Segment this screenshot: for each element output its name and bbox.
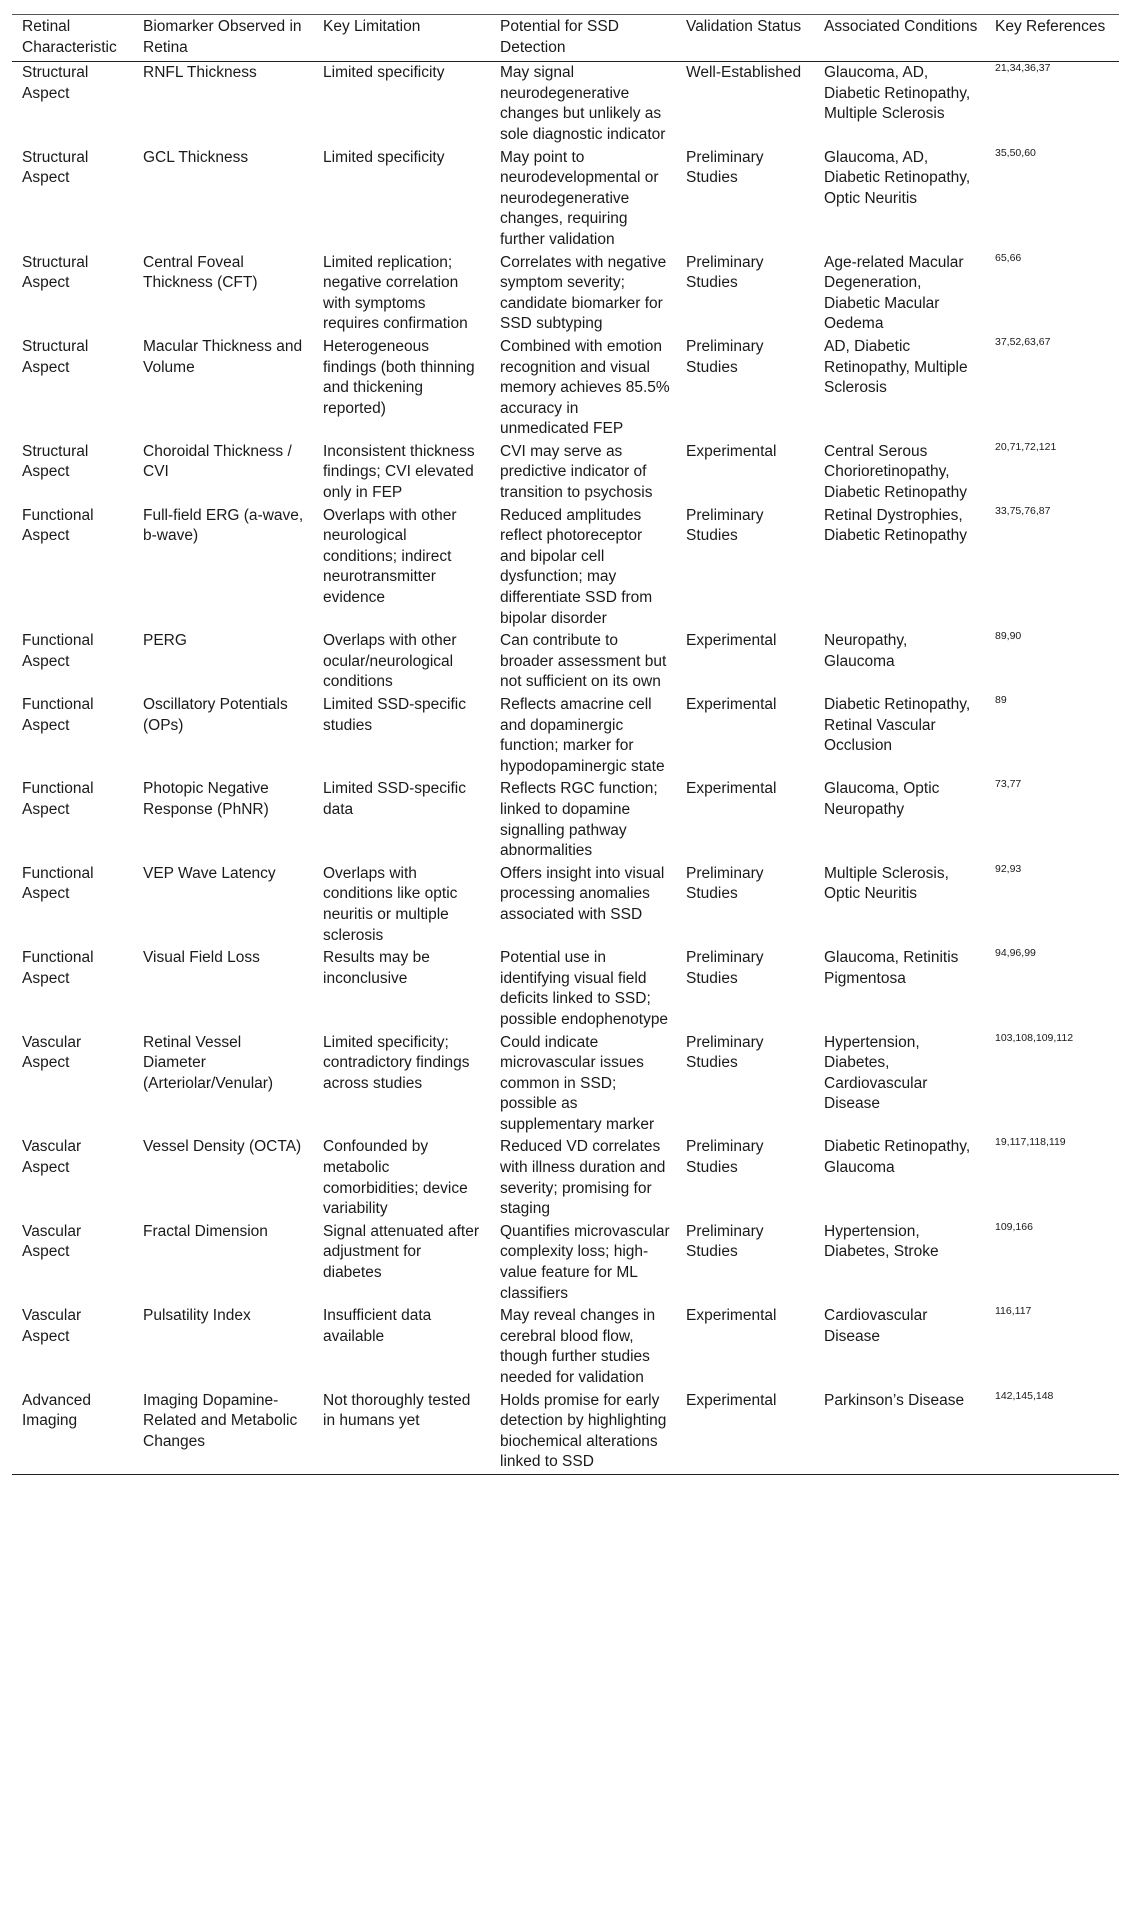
table-row xyxy=(12,630,1119,694)
cell-biomarker: Visual Field Loss xyxy=(143,949,260,967)
cell-validation-status: Experimental xyxy=(686,442,777,460)
cell-key-limitation: Results may be inconclusive xyxy=(323,949,430,987)
cell-ssd-potential: Reduced amplitudes reflect photoreceptor and bipolar cell dysfunction; may differentiate SSD from bipolar disorder xyxy=(500,506,653,627)
cell-key-limitation: Overlaps with other neurological conditions; indirect neurotransmitter evidence xyxy=(323,506,457,607)
cell-key-references xyxy=(985,1305,1119,1389)
cell-associated-conditions: Diabetic Retinopathy, Glaucoma xyxy=(824,1138,971,1177)
header-key-limitation: Key Limitation xyxy=(323,18,421,35)
table-container xyxy=(12,14,1119,1475)
cell-key-limitation: Inconsistent thickness findings; CVI elevated only in FEP xyxy=(323,442,475,502)
cell-validation-status: Preliminary Studies xyxy=(686,253,764,292)
cell-retinal-characteristic: Vascular Aspect xyxy=(22,1033,82,1072)
cell-key-limitation: Not thoroughly tested in humans yet xyxy=(323,1391,471,1430)
table-row xyxy=(12,505,1119,631)
cell-associated-conditions: Hypertension, Diabetes, Cardiovascular Disease xyxy=(824,1033,928,1113)
reference-superscript: 65,66 xyxy=(995,251,1022,264)
cell-validation-status: Preliminary Studies xyxy=(686,1222,764,1261)
cell-key-references xyxy=(985,1032,1119,1137)
cell-key-references xyxy=(985,863,1119,947)
header-retinal-characteristic: Retinal Characteristic xyxy=(22,18,117,56)
cell-ssd-potential: Offers insight into visual processing anomalies associated with SSD xyxy=(500,864,665,923)
cell-key-references xyxy=(985,147,1119,252)
cell-retinal-characteristic: Structural Aspect xyxy=(22,253,89,292)
cell-retinal-characteristic: Vascular Aspect xyxy=(22,1307,82,1345)
reference-superscript: 21,34,36,37 xyxy=(995,62,1051,75)
table-row xyxy=(12,1136,1119,1220)
cell-retinal-characteristic: Structural Aspect xyxy=(22,148,89,187)
cell-biomarker: Choroidal Thickness / CVI xyxy=(143,442,292,481)
cell-retinal-characteristic: Functional Aspect xyxy=(22,506,94,545)
cell-ssd-potential: Correlates with negative symptom severity; candidate biomarker for SSD subtyping xyxy=(500,253,667,333)
cell-key-references xyxy=(985,630,1119,694)
table-row xyxy=(12,252,1119,336)
cell-key-limitation: Overlaps with other ocular/neurological conditions xyxy=(323,632,457,691)
reference-superscript: 37,52,63,67 xyxy=(995,335,1051,348)
cell-key-references xyxy=(985,778,1119,862)
cell-ssd-potential: Reflects RGC function; linked to dopamine signalling pathway abnormalities xyxy=(500,780,658,860)
cell-key-references xyxy=(985,252,1119,336)
cell-key-references xyxy=(985,1221,1119,1305)
cell-ssd-potential: Reduced VD correlates with illness duration and severity; promising for staging xyxy=(500,1138,666,1218)
reference-superscript: 20,71,72,121 xyxy=(995,440,1057,453)
reference-superscript: 142,145,148 xyxy=(995,1389,1054,1402)
cell-key-limitation: Signal attenuated after adjustment for diabetes xyxy=(323,1222,479,1282)
reference-superscript: 92,93 xyxy=(995,862,1022,875)
cell-associated-conditions: Glaucoma, Optic Neuropathy xyxy=(824,780,940,818)
table-row xyxy=(12,1390,1119,1475)
cell-validation-status: Preliminary Studies xyxy=(686,1033,764,1072)
cell-validation-status: Experimental xyxy=(686,1391,777,1409)
table-body xyxy=(12,62,1119,1475)
cell-ssd-potential: May point to neurodevelopmental or neurodegenerative changes, requiring further validation xyxy=(500,148,659,248)
header-biomarker: Biomarker Observed in Retina xyxy=(143,18,302,56)
cell-biomarker: VEP Wave Latency xyxy=(143,864,276,882)
cell-retinal-characteristic: Functional Aspect xyxy=(22,949,94,987)
cell-key-limitation: Limited specificity xyxy=(323,148,445,166)
cell-biomarker: GCL Thickness xyxy=(143,148,249,166)
reference-superscript: 109,166 xyxy=(995,1220,1033,1233)
cell-key-limitation: Confounded by metabolic comorbidities; device variability xyxy=(323,1138,468,1218)
cell-validation-status: Preliminary Studies xyxy=(686,506,764,545)
cell-biomarker: Fractal Dimension xyxy=(143,1222,268,1240)
reference-superscript: 89 xyxy=(995,694,1007,706)
reference-superscript: 73,77 xyxy=(995,778,1022,791)
cell-ssd-potential: May signal neurodegenerative changes but unlikely as sole diagnostic indicator xyxy=(500,64,666,143)
cell-retinal-characteristic: Functional Aspect xyxy=(22,696,94,734)
cell-ssd-potential: May reveal changes in cerebral blood flow, though further studies needed for validation xyxy=(500,1307,656,1386)
cell-biomarker: Macular Thickness and Volume xyxy=(143,337,303,376)
cell-key-limitation: Limited specificity xyxy=(323,64,445,82)
cell-ssd-potential: CVI may serve as predictive indicator of transition to psychosis xyxy=(500,442,653,502)
cell-retinal-characteristic: Functional Aspect xyxy=(22,632,94,670)
cell-associated-conditions: Glaucoma, AD, Diabetic Retinopathy, Multiple Sclerosis xyxy=(824,64,971,123)
table-row xyxy=(12,1305,1119,1389)
header-row xyxy=(12,15,1119,62)
header-validation-status: Validation Status xyxy=(686,18,802,35)
header-associated-conditions: Associated Conditions xyxy=(824,18,978,35)
cell-validation-status: Preliminary Studies xyxy=(686,949,764,987)
cell-associated-conditions: AD, Diabetic Retinopathy, Multiple Sclerosis xyxy=(824,337,968,397)
cell-validation-status: Well-Established xyxy=(686,64,802,82)
cell-key-limitation: Heterogeneous findings (both thinning and thickening reported) xyxy=(323,337,475,417)
table-row xyxy=(12,336,1119,441)
table-row xyxy=(12,1032,1119,1137)
cell-associated-conditions: Cardiovascular Disease xyxy=(824,1307,928,1345)
cell-validation-status: Experimental xyxy=(686,632,777,650)
table-row xyxy=(12,778,1119,862)
table-row xyxy=(12,62,1119,147)
cell-biomarker: Retinal Vessel Diameter (Arteriolar/Venular) xyxy=(143,1033,274,1092)
reference-superscript: 19,117,118,119 xyxy=(995,1136,1066,1149)
reference-superscript: 35,50,60 xyxy=(995,146,1036,159)
cell-associated-conditions: Glaucoma, Retinitis Pigmentosa xyxy=(824,949,959,987)
cell-key-limitation: Limited specificity; contradictory findings across studies xyxy=(323,1033,470,1092)
cell-key-references xyxy=(985,1136,1119,1220)
cell-ssd-potential: Quantifies microvascular complexity loss; high-value feature for ML classifiers xyxy=(500,1222,670,1302)
cell-biomarker: Oscillatory Potentials (OPs) xyxy=(143,696,288,734)
cell-associated-conditions: Central Serous Chorioretinopathy, Diabetic Retinopathy xyxy=(824,442,968,502)
table-row xyxy=(12,1221,1119,1305)
cell-key-references xyxy=(985,441,1119,505)
cell-associated-conditions: Diabetic Retinopathy, Retinal Vascular Occlusion xyxy=(824,696,971,755)
cell-retinal-characteristic: Structural Aspect xyxy=(22,337,89,376)
cell-associated-conditions: Multiple Sclerosis, Optic Neuritis xyxy=(824,864,949,903)
header-ssd-potential: Potential for SSD Detection xyxy=(500,18,619,56)
cell-key-references xyxy=(985,336,1119,441)
cell-retinal-characteristic: Advanced Imaging xyxy=(22,1391,91,1430)
table-header xyxy=(12,15,1119,62)
cell-ssd-potential: Reflects amacrine cell and dopaminergic function; marker for hypodopaminergic state xyxy=(500,696,665,775)
cell-key-limitation: Limited SSD-specific data xyxy=(323,780,466,818)
cell-retinal-characteristic: Functional Aspect xyxy=(22,780,94,818)
cell-validation-status: Experimental xyxy=(686,780,777,798)
cell-associated-conditions: Neuropathy, Glaucoma xyxy=(824,632,908,670)
cell-associated-conditions: Age-related Macular Degeneration, Diabetic Macular Oedema xyxy=(824,253,964,333)
cell-key-references xyxy=(985,947,1119,1031)
header-key-references: Key References xyxy=(995,18,1106,35)
cell-key-references xyxy=(985,694,1119,778)
cell-associated-conditions: Hypertension, Diabetes, Stroke xyxy=(824,1222,939,1261)
cell-ssd-potential: Can contribute to broader assessment but not sufficient on its own xyxy=(500,632,667,691)
cell-retinal-characteristic: Structural Aspect xyxy=(22,64,89,102)
cell-associated-conditions: Parkinson’s Disease xyxy=(824,1391,965,1409)
cell-validation-status: Preliminary Studies xyxy=(686,148,764,187)
cell-biomarker: Imaging Dopamine-Related and Metabolic Changes xyxy=(143,1391,298,1450)
cell-key-references xyxy=(985,505,1119,631)
table-row xyxy=(12,947,1119,1031)
cell-retinal-characteristic: Vascular Aspect xyxy=(22,1222,82,1261)
cell-biomarker: PERG xyxy=(143,632,187,650)
table-row xyxy=(12,694,1119,778)
reference-superscript: 89,90 xyxy=(995,630,1022,643)
reference-superscript: 33,75,76,87 xyxy=(995,504,1051,517)
cell-biomarker: Photopic Negative Response (PhNR) xyxy=(143,780,269,818)
cell-biomarker: Full-field ERG (a-wave, b-wave) xyxy=(143,506,304,545)
cell-key-limitation: Insufficient data available xyxy=(323,1307,432,1345)
reference-superscript: 103,108,109,112 xyxy=(995,1031,1074,1044)
cell-biomarker: Vessel Density (OCTA) xyxy=(143,1138,302,1156)
cell-ssd-potential: Potential use in identifying visual field deficits linked to SSD; possible endophenotype xyxy=(500,949,669,1028)
cell-validation-status: Preliminary Studies xyxy=(686,337,764,376)
cell-key-references xyxy=(985,1390,1119,1475)
cell-key-limitation: Overlaps with conditions like optic neuritis or multiple sclerosis xyxy=(323,864,458,944)
biomarker-table xyxy=(12,14,1119,1475)
cell-ssd-potential: Holds promise for early detection by highlighting biochemical alterations linked to SSD xyxy=(500,1391,667,1471)
cell-associated-conditions: Glaucoma, AD, Diabetic Retinopathy, Optic Neuritis xyxy=(824,148,971,207)
cell-key-references xyxy=(985,62,1119,147)
cell-validation-status: Experimental xyxy=(686,696,777,713)
cell-validation-status: Experimental xyxy=(686,1307,777,1325)
reference-superscript: 116,117 xyxy=(995,1305,1032,1318)
cell-retinal-characteristic: Structural Aspect xyxy=(22,442,89,481)
cell-key-limitation: Limited SSD-specific studies xyxy=(323,696,466,734)
reference-superscript: 94,96,99 xyxy=(995,947,1036,960)
cell-biomarker: RNFL Thickness xyxy=(143,64,257,82)
cell-key-limitation: Limited replication; negative correlation with symptoms requires confirmation xyxy=(323,253,468,333)
cell-retinal-characteristic: Vascular Aspect xyxy=(22,1138,82,1177)
table-row xyxy=(12,147,1119,252)
cell-retinal-characteristic: Functional Aspect xyxy=(22,864,94,903)
cell-biomarker: Central Foveal Thickness (CFT) xyxy=(143,253,258,292)
cell-biomarker: Pulsatility Index xyxy=(143,1307,251,1325)
cell-ssd-potential: Could indicate microvascular issues common in SSD; possible as supplementary marker xyxy=(500,1033,655,1133)
cell-validation-status: Preliminary Studies xyxy=(686,864,764,903)
cell-associated-conditions: Retinal Dystrophies, Diabetic Retinopathy xyxy=(824,506,968,545)
table-row xyxy=(12,441,1119,505)
table-row xyxy=(12,863,1119,947)
cell-ssd-potential: Combined with emotion recognition and visual memory achieves 85.5% accuracy in unmedicated FEP xyxy=(500,337,670,438)
cell-validation-status: Preliminary Studies xyxy=(686,1138,764,1177)
